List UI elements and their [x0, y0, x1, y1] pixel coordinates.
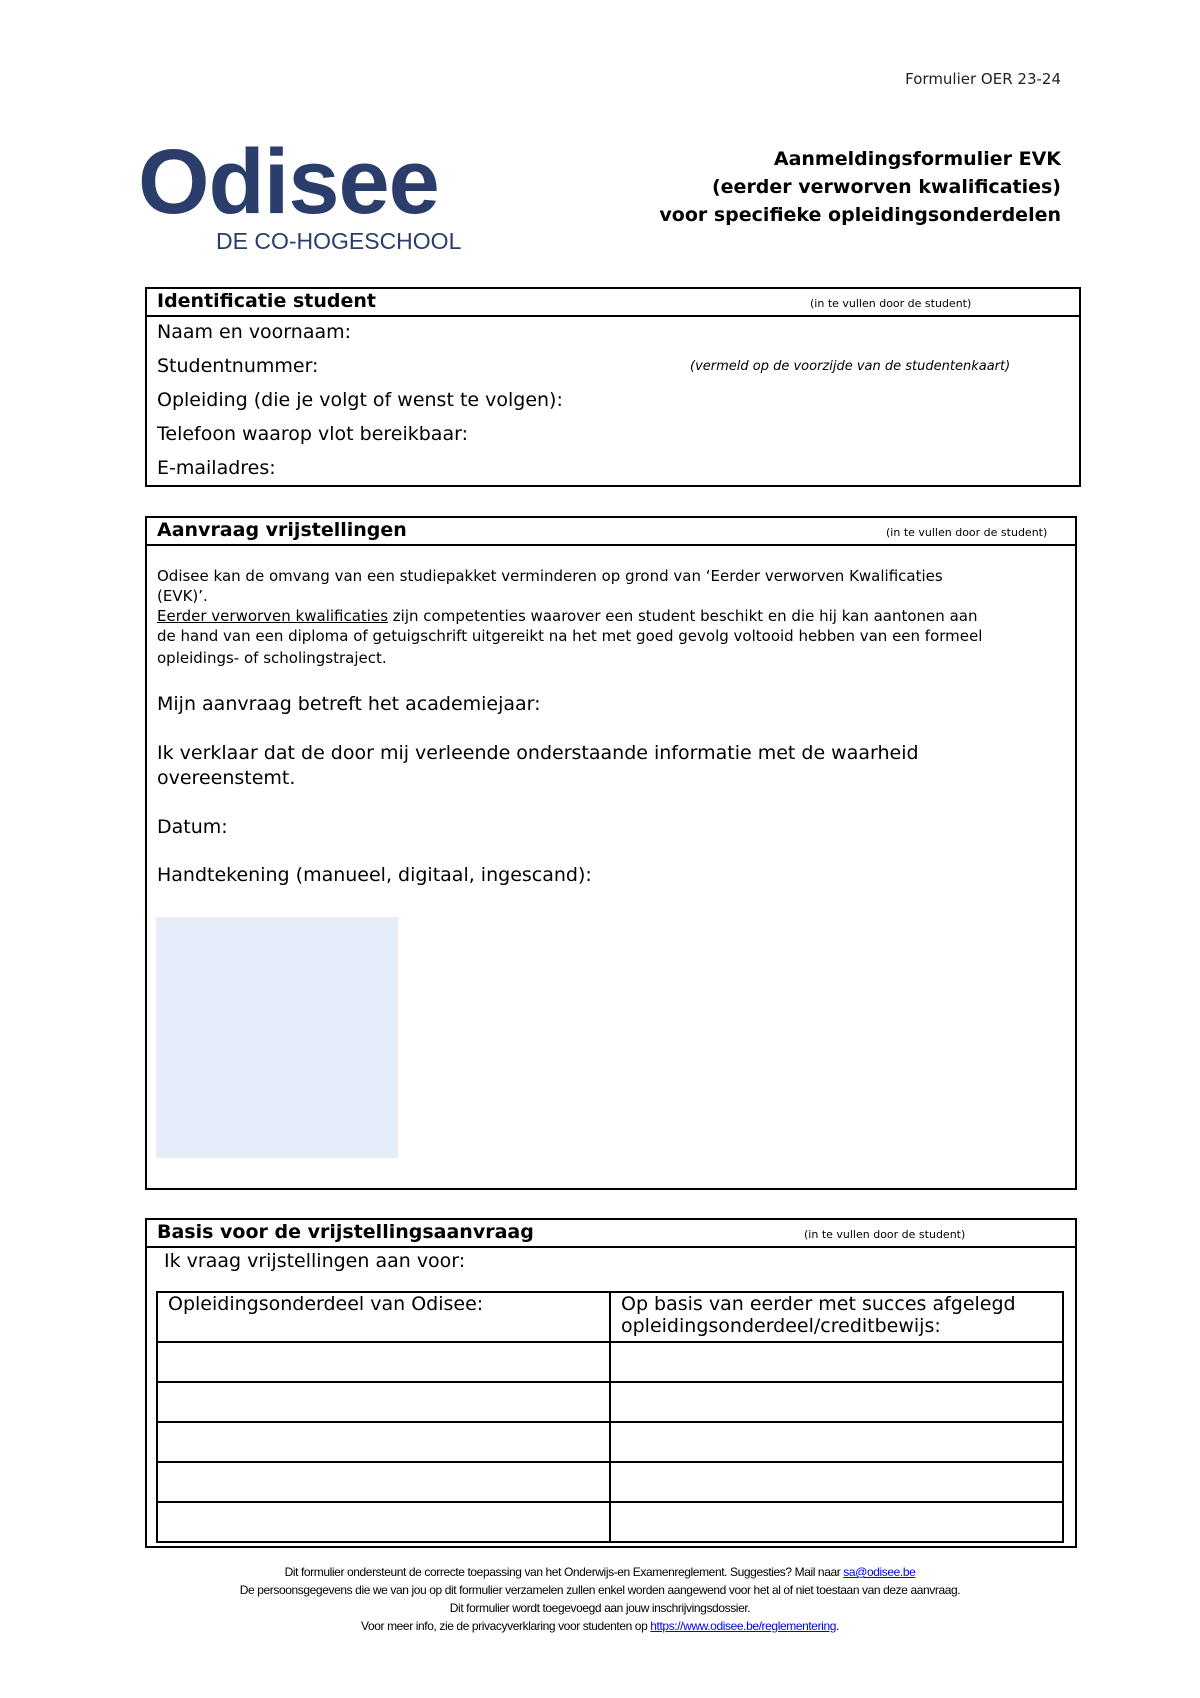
name-field-label[interactable]	[147, 321, 1079, 355]
phone-label: Telefoon waarop vlot bereikbaar:	[157, 423, 468, 445]
table-row	[157, 1382, 1063, 1422]
intro-line-2: (EVK)’.	[157, 587, 208, 605]
exemption-table	[156, 1291, 1064, 1543]
academic-year-label[interactable]: Mijn aanvraag betreft het academiejaar:	[157, 693, 541, 715]
footer-line-4-text: Voor meer info, zie de privacyverklaring voor studenten op	[361, 1619, 651, 1633]
cell-basis[interactable]	[610, 1502, 1063, 1542]
name-label: Naam en voornaam:	[157, 321, 352, 343]
table-row	[157, 1462, 1063, 1502]
contact-email-link[interactable]: sa@odisee.be	[843, 1565, 916, 1579]
col-basis-header	[610, 1292, 1063, 1342]
table-row	[157, 1342, 1063, 1382]
signature-field[interactable]	[156, 917, 398, 1158]
definition-line-2: de hand van een diploma of getuigschrift uitgereikt na het met goed gevolg voltooid hebben van een formeel	[157, 627, 983, 645]
definition-line-3: opleidings- of scholingstraject.	[157, 649, 387, 667]
cell-basis[interactable]	[610, 1462, 1063, 1502]
table-row	[157, 1502, 1063, 1542]
footer-line-1-text: Dit formulier ondersteunt de correcte toepassing van het Onderwijs-en Examenreglement. Suggesties? Mail naar	[284, 1565, 844, 1579]
signature-label: Handtekening (manueel, digitaal, ingescand):	[157, 864, 592, 886]
identification-header	[147, 289, 1079, 317]
logo-wordmark: Odisee	[138, 131, 439, 233]
col-basis-header-line-1: Op basis van eerder met succes afgelegd	[621, 1293, 1016, 1315]
cell-basis[interactable]	[610, 1382, 1063, 1422]
declaration	[147, 741, 1075, 791]
declaration-line-1: Ik verklaar dat de door mij verleende onderstaande informatie met de waarheid	[157, 742, 919, 764]
phone-field-label[interactable]	[147, 423, 1079, 457]
date-label[interactable]: Datum:	[157, 816, 228, 838]
declaration-line-2: overeenstemt.	[157, 767, 296, 789]
email-label: E-mailadres:	[157, 457, 276, 479]
form-title	[659, 145, 1061, 229]
cell-odisee[interactable]	[157, 1462, 610, 1502]
title-line-3: voor specifieke opleidingsonderdelen	[659, 204, 1061, 226]
table-header-row	[157, 1292, 1063, 1342]
student-number-label: Studentnummer:	[157, 355, 319, 377]
request-note: (in te vullen door de student)	[886, 526, 1048, 539]
definition-text: zijn competenties waarover een student beschikt en die hij kan aantonen aan	[388, 607, 978, 625]
definition-line-1	[157, 606, 1065, 626]
cell-odisee[interactable]	[157, 1422, 610, 1462]
program-label: Opleiding (die je volgt of wenst te volgen):	[157, 389, 563, 411]
footer-line-4-end: .	[836, 1619, 839, 1633]
definition-term: Eerder verworven kwalificaties	[157, 607, 389, 625]
cell-odisee[interactable]	[157, 1382, 610, 1422]
col-odisee-header	[157, 1292, 610, 1342]
footer-line-4	[0, 1617, 1200, 1635]
basis-heading: Basis voor de vrijstellingsaanvraag	[157, 1221, 534, 1243]
footer-line-3: Dit formulier wordt toegevoegd aan jouw inschrijvingsdossier.	[449, 1601, 751, 1615]
cell-basis[interactable]	[610, 1342, 1063, 1382]
program-field-label[interactable]	[147, 389, 1079, 423]
title-line-2: (eerder verworven kwalificaties)	[711, 176, 1061, 198]
student-number-note: (vermeld op de voorzijde van de studentenkaart)	[690, 359, 1011, 374]
identification-note: (in te vullen door de student)	[810, 297, 972, 310]
form-code: Formulier OER 23-24	[905, 70, 1061, 88]
cell-odisee[interactable]	[157, 1502, 610, 1542]
col-basis-header-line-2: opleidingsonderdeel/creditbewijs:	[621, 1315, 941, 1337]
email-field-label[interactable]	[147, 457, 1079, 487]
footer-line-1	[0, 1563, 1200, 1581]
basis-header	[147, 1220, 1075, 1248]
request-heading: Aanvraag vrijstellingen	[157, 519, 407, 541]
table-row	[157, 1422, 1063, 1462]
identification-section	[145, 287, 1081, 487]
footer	[0, 1563, 1200, 1635]
intro-line-1: Odisee kan de omvang van een studiepakket verminderen op grond van ‘Eerder verworven Kwalificaties	[157, 567, 943, 585]
cell-basis[interactable]	[610, 1422, 1063, 1462]
col-odisee-header-text: Opleidingsonderdeel van Odisee:	[168, 1293, 484, 1315]
cell-odisee[interactable]	[157, 1342, 610, 1382]
title-line-1: Aanmeldingsformulier EVK	[773, 148, 1061, 170]
basis-note: (in te vullen door de student)	[804, 1228, 966, 1241]
basis-intro: Ik vraag vrijstellingen aan voor:	[164, 1250, 466, 1272]
privacy-link[interactable]: https://www.odisee.be/reglementering	[650, 1619, 836, 1633]
student-number-field-label[interactable]	[147, 355, 1079, 389]
logo-tagline: DE CO-HOGESCHOOL	[216, 228, 462, 254]
request-header	[147, 518, 1075, 546]
request-intro	[147, 566, 1075, 668]
odisee-logo	[138, 131, 468, 255]
footer-line-2: De persoonsgegevens die we van jou op dit formulier verzamelen zullen enkel worden aangewend voor het al of niet toestaan van deze aanvraag.	[239, 1583, 961, 1597]
identification-heading: Identificatie student	[157, 290, 376, 312]
